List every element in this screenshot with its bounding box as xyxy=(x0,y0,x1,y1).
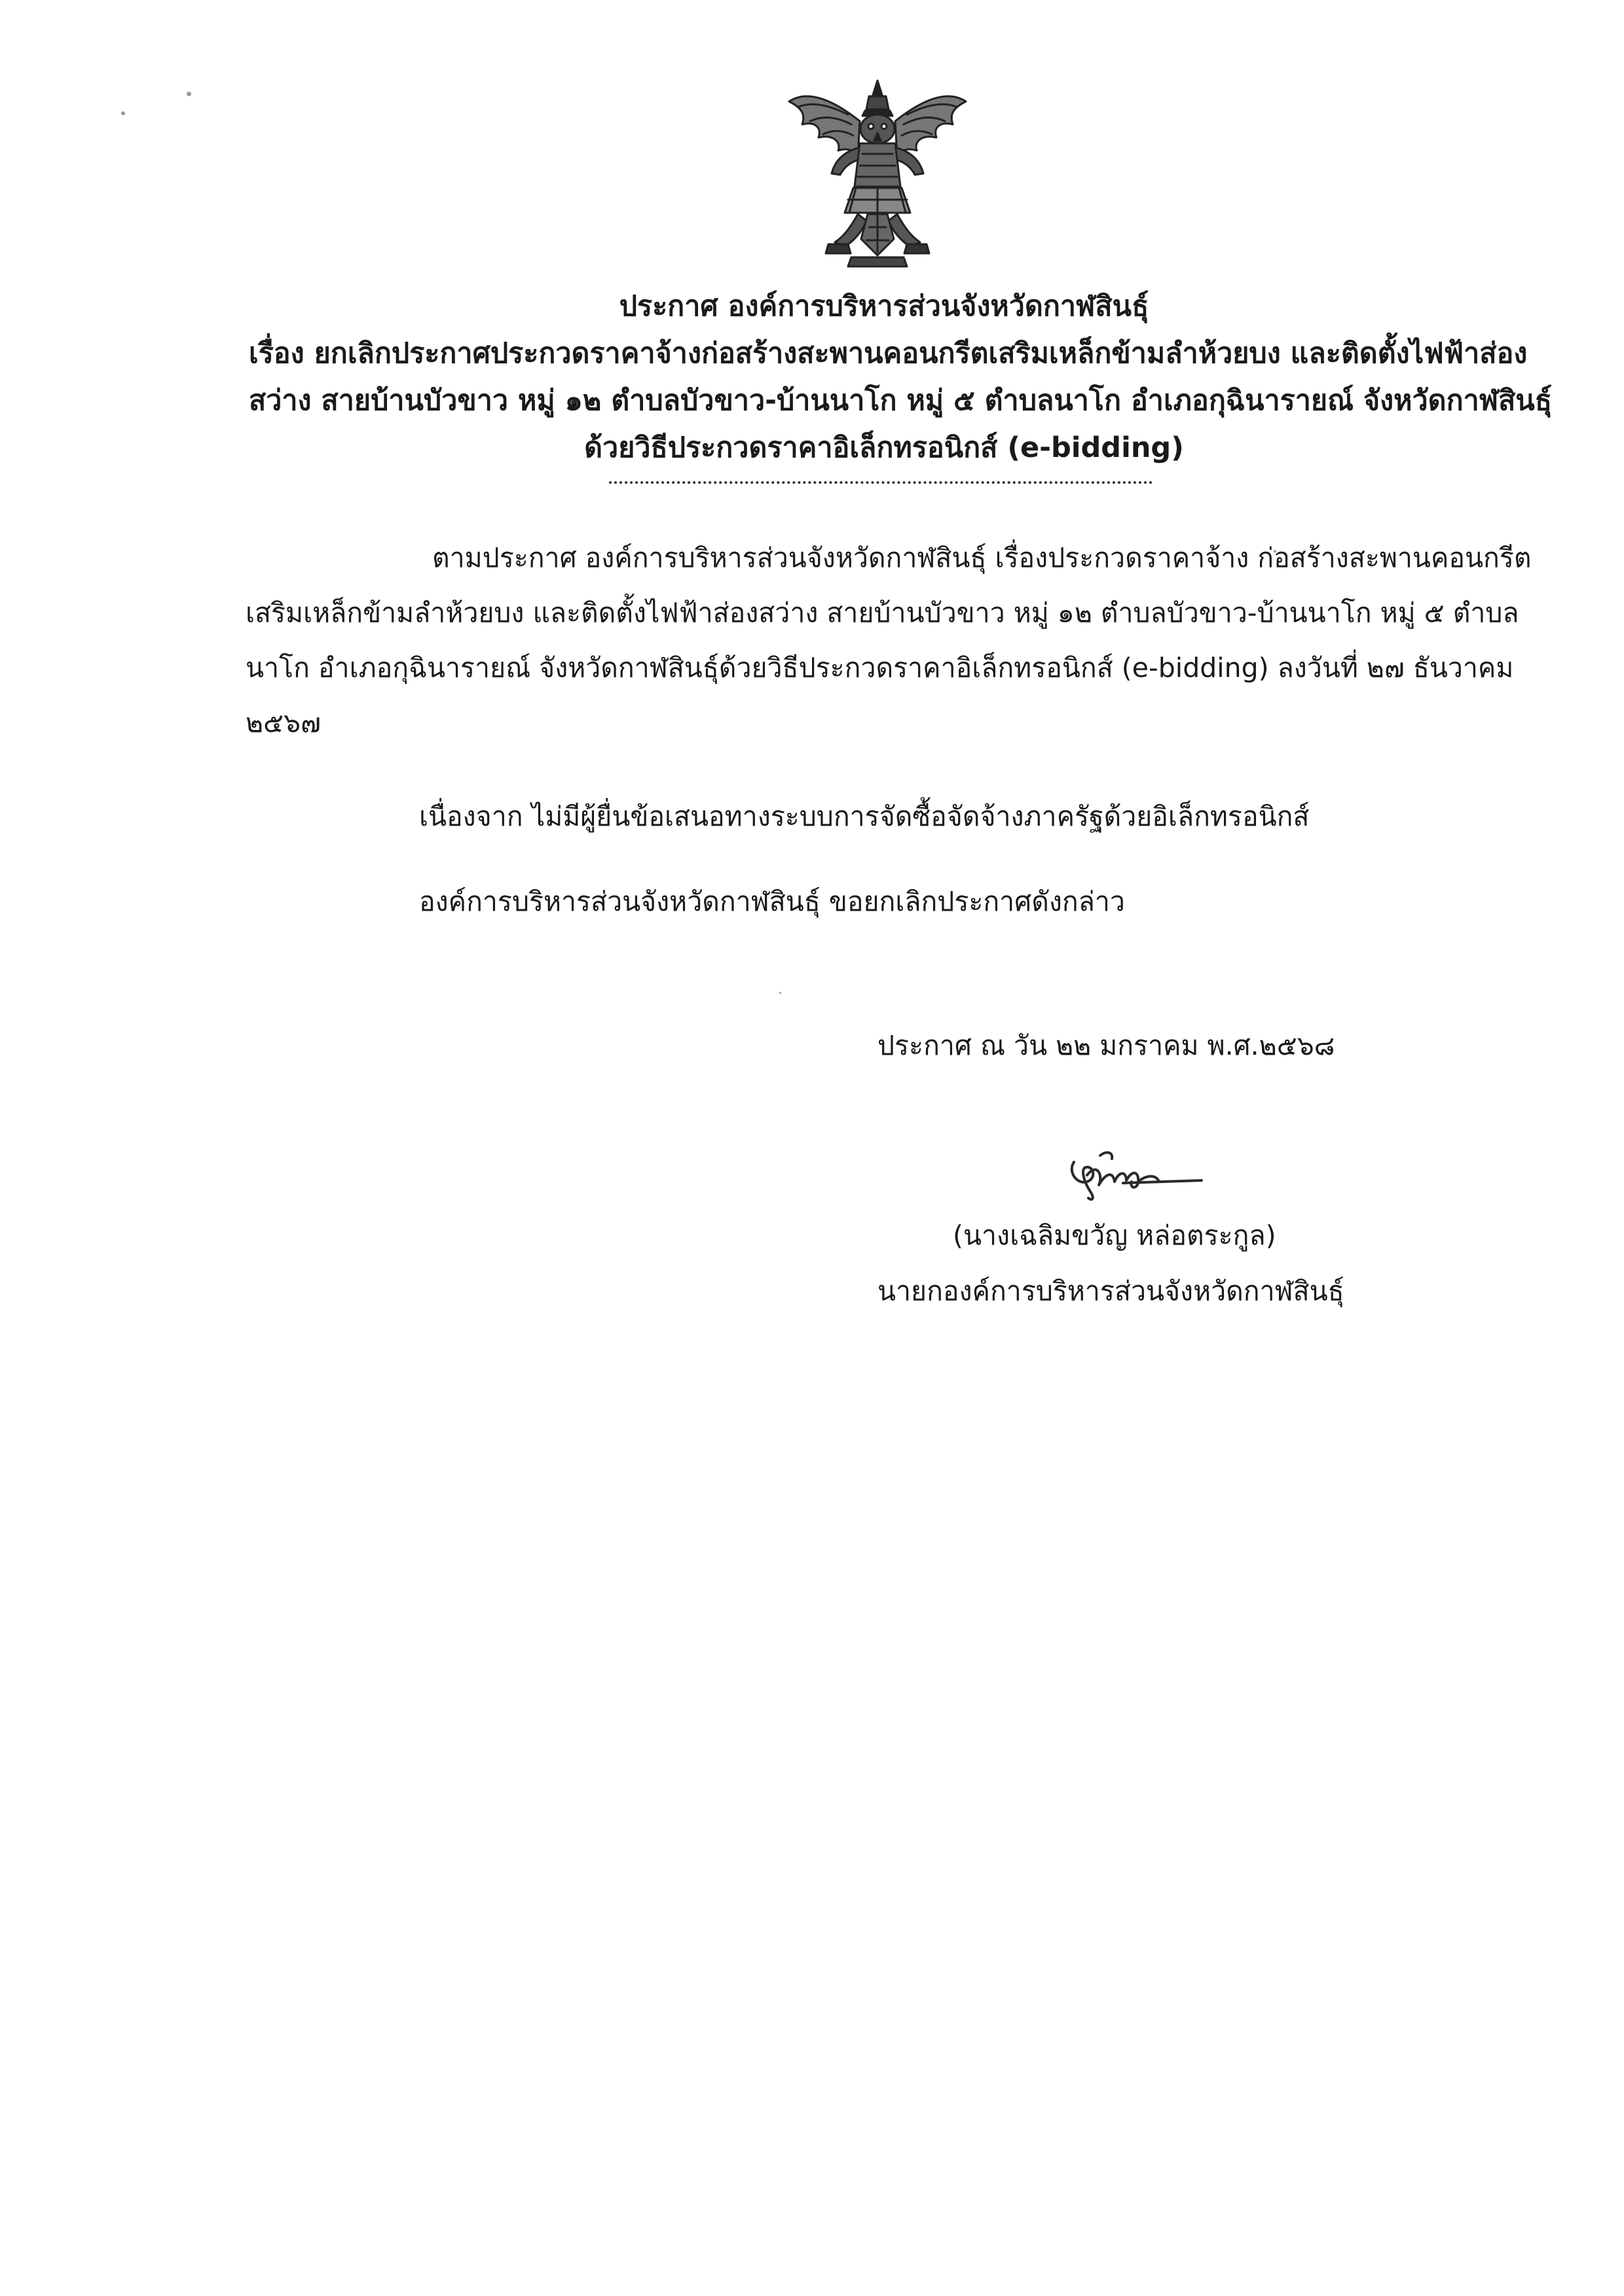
subject-line-3: ด้วยวิธีประกวดราคาอิเล็กทรอนิกส์ (e-bidding) xyxy=(584,431,1184,464)
signatory-position: นายกองค์การบริหารส่วนจังหวัดกาฬสินธุ์ xyxy=(877,1275,1344,1307)
subject-line-1: เรื่อง ยกเลิกประกาศประกวดราคาจ้างก่อสร้างสะพานคอนกรีตเสริมเหล็กข้ามลำห้วยบง และติดตั้งไฟฟ้าส่อง xyxy=(249,337,1528,370)
subject-line-2: สว่าง สายบ้านบัวขาว หมู่ ๑๒ ตำบลบัวขาว-บ้านนาโก หมู่ ๕ ตำบลนาโก อำเภอกุฉินารายณ์ จังหวัดกาฬสินธุ์ xyxy=(249,384,1553,417)
announcement-header xyxy=(249,283,1553,471)
garuda-emblem-icon xyxy=(783,75,972,272)
signatory-name: (นางเฉลิมขวัญ หล่อตระกูล) xyxy=(953,1220,1276,1251)
body-paragraph-2-text: เนื่องจาก ไม่มีผู้ยื่นข้อเสนอทางระบบการจัดซื้อจัดจ้างภาครัฐด้วยอิเล็กทรอนิกส์ xyxy=(419,801,1310,832)
scan-speck xyxy=(779,992,781,994)
body-paragraph-3-text: องค์การบริหารส่วนจังหวัดกาฬสินธุ์ ขอยกเลิกประกาศดังกล่าว xyxy=(419,886,1125,917)
announcement-date: ประกาศ ณ วัน ๒๒ มกราคม พ.ศ.๒๕๖๘ xyxy=(877,1030,1335,1061)
body-paragraph-1-line: ตามประกาศ องค์การบริหารส่วนจังหวัดกาฬสินธุ์ เรื่องประกวดราคาจ้าง ก่อสร้างสะพานคอนกรีต xyxy=(432,542,1532,574)
scan-speck xyxy=(121,111,125,115)
scan-speck xyxy=(187,92,191,96)
dotted-separator xyxy=(609,481,1153,484)
body-paragraph-1-line: เสริมเหล็กข้ามลำห้วยบง และติดตั้งไฟฟ้าส่องสว่าง สายบ้านบัวขาว หมู่ ๑๒ ตำบลบัวขาว-บ้านนาโก หมู่ ๕ ตำบล xyxy=(246,597,1519,629)
body-paragraph-2 xyxy=(419,789,1309,844)
announcement-title: ประกาศ องค์การบริหารส่วนจังหวัดกาฬสินธุ์ xyxy=(619,290,1149,323)
body-paragraph-1-line: นาโก อำเภอกุฉินารายณ์ จังหวัดกาฬสินธุ์ด้วยวิธีประกวดราคาอิเล็กทรอนิกส์ (e-bidding) ลงวันที่ ๒๗ ธันวาคม xyxy=(246,652,1514,683)
handwritten-signature xyxy=(1061,1136,1211,1208)
body-paragraph-3 xyxy=(419,874,1125,929)
body-paragraph-1 xyxy=(246,530,1532,750)
body-paragraph-1-line: ๒๕๖๗ xyxy=(246,707,321,738)
